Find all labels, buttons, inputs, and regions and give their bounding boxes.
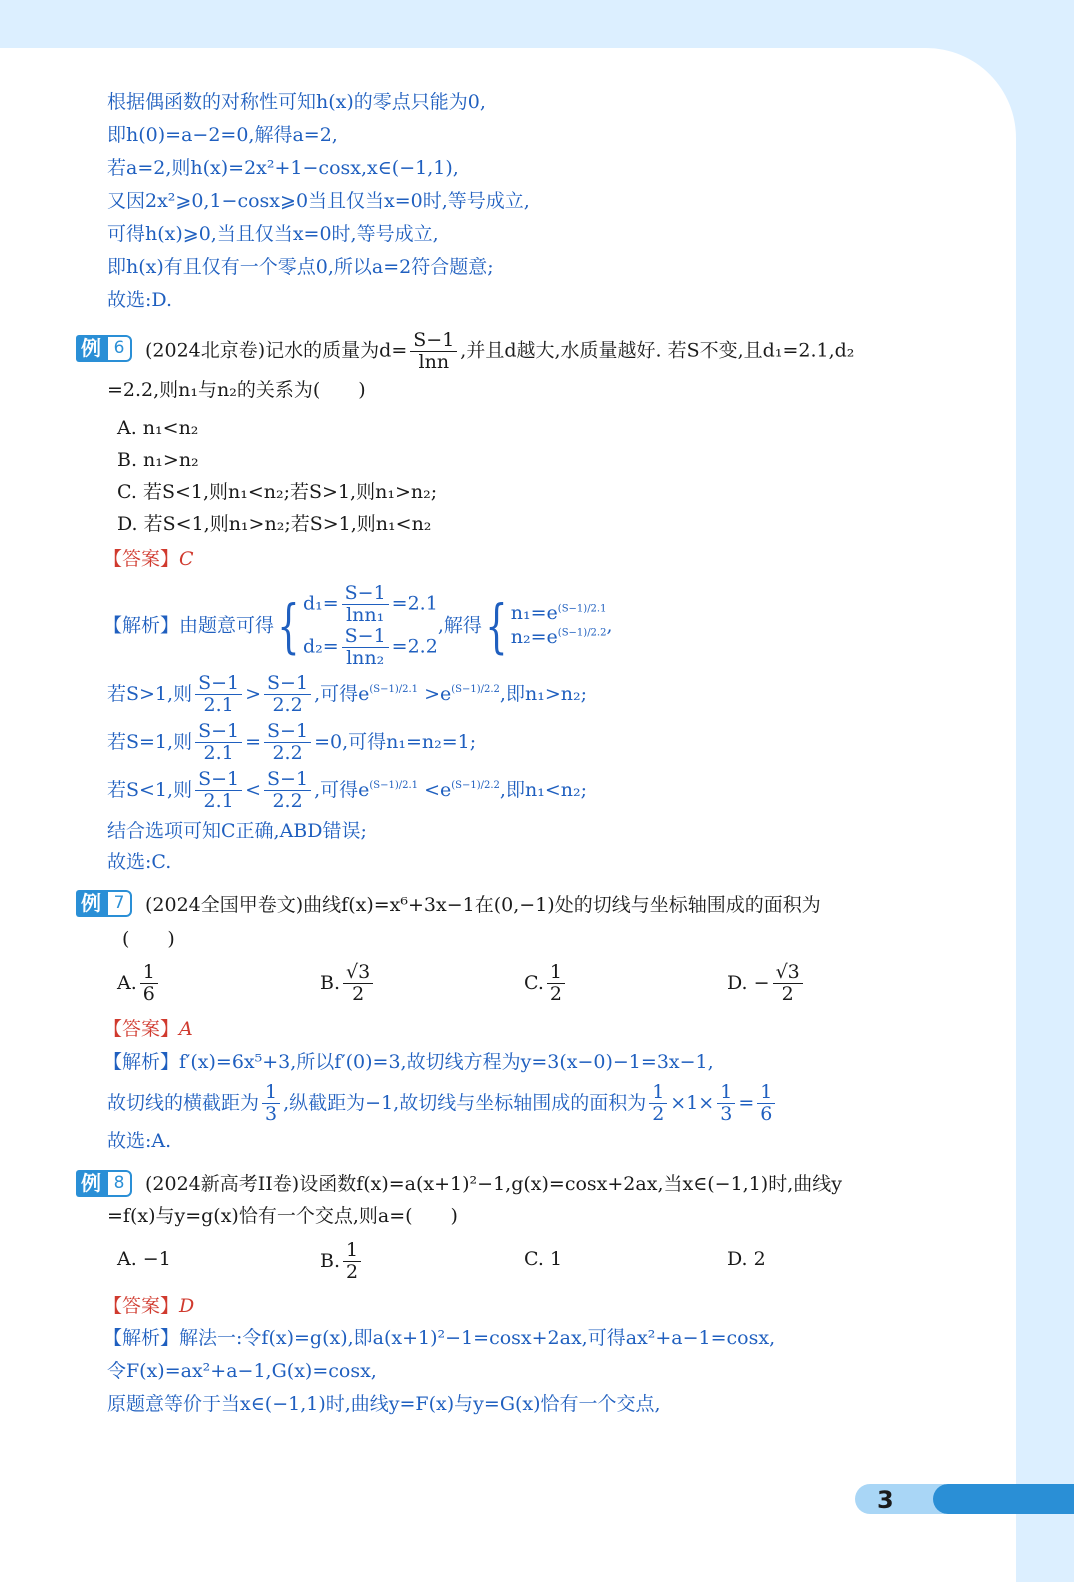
sys1-a-val: =2.1 xyxy=(391,592,438,615)
equation-system-1 xyxy=(303,583,438,669)
frac-den: 2.1 xyxy=(203,789,234,812)
ex8-option-d: D. 2 xyxy=(727,1248,766,1270)
ex7-option-c xyxy=(524,962,568,1005)
lt-sign: < xyxy=(424,778,440,801)
ex8-analysis-line-2: 令F(x)=ax²+a−1,G(x)=cosx, xyxy=(107,1360,377,1382)
ex6-analysis-system: 【解析】由题意可得{ d₁= $\frac{S-1}{\text{lnn₁}}$ =2.1 d₂= $\frac{S-1}{\text{lnn₂}}$ =2.2 ,解得{ $n_1=e^{(S-1)/2.1}$ $n_2=e^{(S-1)/2.2}$ , xyxy=(103,582,613,669)
page-sheet xyxy=(0,48,1016,1582)
ex6-option-c: C. 若S<1,则n₁<n₂;若S>1,则n₁>n₂; xyxy=(117,481,438,503)
opt-label: D. − xyxy=(727,971,770,994)
analysis-tag: 【解析】 xyxy=(103,1327,180,1349)
ex6-question-line-2: =2.2,则n₁与n₂的关系为( ) xyxy=(107,379,366,401)
ex6-q-before: (2024北京卷)记水的质量为d= xyxy=(145,339,408,362)
ex6-question-line-1 xyxy=(145,330,854,373)
frac-num: 1 xyxy=(547,962,565,984)
analysis-tag: 【解析】 xyxy=(103,1051,180,1073)
frac-num: S−1 xyxy=(410,330,457,352)
left-brace-icon: { xyxy=(485,591,508,660)
a2-a: 故切线的横截距为 xyxy=(107,1091,260,1114)
frac-den: 3 xyxy=(265,1102,278,1125)
case2-a: 若S=1,则 xyxy=(107,730,193,753)
ex6-choice: 故选:C. xyxy=(107,851,172,873)
sys2-b-exp: (S−1)/2.2 xyxy=(557,627,607,639)
a2-c: ×1× xyxy=(670,1091,715,1114)
case3-a: 若S<1,则 xyxy=(107,778,193,801)
sys1-a-num: S−1 xyxy=(342,583,389,605)
a2-b: ,纵截距为−1,故切线与坐标轴围成的面积为 xyxy=(283,1091,647,1114)
gt-sign: > xyxy=(245,682,262,705)
ex8-option-b xyxy=(320,1240,364,1283)
left-brace-icon: { xyxy=(277,591,300,660)
sys1-b-den: lnn₂ xyxy=(346,646,385,669)
opt-label: A. xyxy=(117,971,137,994)
sys2-a-exp: (S−1)/2.1 xyxy=(557,603,607,615)
intro-line-3: 若a=2,则h(x)=2x²+1−cosx,x∈(−1,1), xyxy=(107,157,459,179)
ex7-option-d xyxy=(727,962,806,1005)
case3-c: ,即n₁<n₂; xyxy=(499,778,587,801)
ex8-analysis-line-3: 原题意等价于当x∈(−1,1)时,曲线y=F(x)与y=G(x)恰有一个交点, xyxy=(107,1393,661,1415)
eq-sign: = xyxy=(245,730,262,753)
opt-label: B. xyxy=(320,971,341,994)
case1-c: ,即n₁>n₂; xyxy=(499,682,587,705)
frac-num: 1 xyxy=(140,962,158,984)
ex7-question-line-1: (2024全国甲卷文)曲线f(x)=x⁶+3x−1在(0,−1)处的切线与坐标轴围成的面积为 xyxy=(145,894,821,916)
analysis-intro: 由题意可得 xyxy=(179,614,275,637)
frac-num: S−1 xyxy=(195,721,242,743)
sys1-a: d₁= xyxy=(302,592,339,615)
analysis-tag: 【解析】 xyxy=(103,614,180,637)
frac-num: √3 xyxy=(773,962,803,984)
frac-num: S−1 xyxy=(264,673,311,695)
intro-line-2: 即h(0)=a−2=0,解得a=2, xyxy=(107,124,338,146)
ex7-answer xyxy=(103,1020,193,1039)
ex8-option-a: A. −1 xyxy=(117,1248,171,1270)
ex6-case-2 xyxy=(107,721,476,764)
ex7-option-a xyxy=(117,962,161,1005)
frac-den: 6 xyxy=(142,982,155,1005)
sys1-b-val: =2.2 xyxy=(391,635,438,658)
page-number-bar xyxy=(933,1484,1074,1514)
ex8-option-c: C. 1 xyxy=(524,1248,563,1270)
ex6-q-fraction xyxy=(410,330,457,373)
intro-line-7: 故选:D. xyxy=(107,289,172,311)
case1-b: ,可得e xyxy=(314,682,370,705)
sys1-b-num: S−1 xyxy=(342,626,389,648)
frac-den: 2 xyxy=(781,982,794,1005)
intro-line-1: 根据偶函数的对称性可知h(x)的零点只能为0, xyxy=(107,91,486,113)
frac-num: √3 xyxy=(343,962,373,984)
ex8-analysis-line-1 xyxy=(103,1329,775,1348)
equation-system-2 xyxy=(511,602,607,650)
frac-den: 2 xyxy=(346,1260,359,1283)
ex6-case-1: 若S>1,则 $\frac{S-1}{2.1}$ > $\frac{S-1}{2.2}$ ,可得$e^{(S-1)/2.1} >e^{(S-1)/2.2}$,即n₁>n₂; xyxy=(107,672,587,716)
exp-2: (S−1)/2.2 xyxy=(451,684,500,696)
sys1-a-den: lnn₁ xyxy=(346,603,385,626)
ex8-question-line-2: =f(x)与y=g(x)恰有一个交点,则a=( ) xyxy=(107,1205,458,1227)
exp-2: (S−1)/2.2 xyxy=(451,780,500,792)
answer-tag: 【答案】 xyxy=(103,1018,180,1040)
ex7-question-line-2: ( ) xyxy=(122,928,175,950)
answer-tag: 【答案】 xyxy=(103,548,180,570)
page-number-tab xyxy=(855,1484,1074,1514)
badge-label: 例 xyxy=(76,335,106,362)
frac-den: 2.2 xyxy=(272,741,303,764)
opt-label: B. xyxy=(320,1249,341,1272)
frac-den: 2.2 xyxy=(272,693,303,716)
example-8-badge xyxy=(76,1170,132,1197)
answer-value: D xyxy=(179,1295,195,1317)
exp-1: (S−1)/2.1 xyxy=(369,780,419,792)
analysis-text: f′(x)=6x⁵+3,所以f′(0)=3,故切线方程为y=3(x−0)−1=3x−1, xyxy=(179,1051,714,1073)
intro-line-5: 可得h(x)⩾0,当且仅当x=0时,等号成立, xyxy=(107,223,439,245)
page-number: 3 xyxy=(877,1486,894,1514)
frac-num: 1 xyxy=(757,1082,775,1104)
ex6-q-after: ,并且d越大,水质量越好. 若S不变,且d₁=2.1,d₂ xyxy=(460,339,855,362)
sys1-b: d₂= xyxy=(302,635,339,658)
gt-sign: > xyxy=(424,682,440,705)
ex6-option-a: A. n₁<n₂ xyxy=(117,417,199,439)
frac-den: 2.1 xyxy=(203,741,234,764)
frac-den: 3 xyxy=(720,1102,733,1125)
frac-num: 1 xyxy=(649,1082,667,1104)
right-margin-strip xyxy=(1016,0,1074,1582)
answer-value: A xyxy=(179,1018,193,1040)
ex7-analysis-line-1 xyxy=(103,1053,714,1072)
frac-den: 2.2 xyxy=(272,789,303,812)
frac-num: S−1 xyxy=(195,769,242,791)
frac-den: 2 xyxy=(352,982,365,1005)
case1-a: 若S>1,则 xyxy=(107,682,193,705)
ex6-option-d: D. 若S<1,则n₁>n₂;若S>1,则n₁<n₂ xyxy=(117,513,432,535)
lt-sign: < xyxy=(245,778,262,801)
ex6-conclusion: 结合选项可知C正确,ABD错误; xyxy=(107,820,367,842)
badge-number: 6 xyxy=(106,335,132,362)
answer-tag: 【答案】 xyxy=(103,1295,180,1317)
exp-1: (S−1)/2.1 xyxy=(369,684,419,696)
frac-num: 1 xyxy=(343,1240,361,1262)
badge-number: 7 xyxy=(106,890,132,917)
case2-b: =0,可得n₁=n₂=1; xyxy=(314,730,477,753)
page-number-pill xyxy=(855,1484,945,1514)
example-7-badge xyxy=(76,890,132,917)
badge-label: 例 xyxy=(76,890,106,917)
ex6-answer xyxy=(103,550,194,569)
analysis-text: 解法一:令f(x)=g(x),即a(x+1)²−1=cosx+2ax,可得ax²+a−1=cosx, xyxy=(179,1327,776,1349)
ex6-option-b: B. n₁>n₂ xyxy=(117,449,199,471)
example-6-badge xyxy=(76,335,132,362)
frac-den: 2 xyxy=(549,982,562,1005)
solve-text: ,解得 xyxy=(437,614,482,637)
frac-num: S−1 xyxy=(195,673,242,695)
case3-b: ,可得e xyxy=(314,778,370,801)
frac-num: 1 xyxy=(262,1082,280,1104)
frac-den: 6 xyxy=(760,1102,773,1125)
sys2-a: n₁=e xyxy=(510,602,558,625)
frac-den: lnn xyxy=(418,350,450,373)
ex8-answer xyxy=(103,1297,194,1316)
a2-d: = xyxy=(738,1091,755,1114)
intro-line-6: 即h(x)有且仅有一个零点0,所以a=2符合题意; xyxy=(107,256,494,278)
intro-line-4: 又因2x²⩾0,1−cosx⩾0当且仅当x=0时,等号成立, xyxy=(107,190,530,212)
opt-label: C. xyxy=(524,971,544,994)
frac-num: S−1 xyxy=(264,769,311,791)
answer-value: C xyxy=(179,548,194,570)
frac-num: S−1 xyxy=(264,721,311,743)
sys2-b: n₂=e xyxy=(510,625,558,648)
frac-num: 1 xyxy=(717,1082,735,1104)
frac-den: 2.1 xyxy=(203,693,234,716)
ex7-choice: 故选:A. xyxy=(107,1130,172,1152)
badge-label: 例 xyxy=(76,1170,106,1197)
ex6-case-3: 若S<1,则 $\frac{S-1}{2.1}$ < $\frac{S-1}{2.2}$ ,可得$e^{(S-1)/2.1} <e^{(S-1)/2.2}$,即n₁<n₂; xyxy=(107,768,587,812)
badge-number: 8 xyxy=(106,1170,132,1197)
ex8-question-line-1: (2024新高考II卷)设函数f(x)=a(x+1)²−1,g(x)=cosx+2ax,当x∈(−1,1)时,曲线y xyxy=(145,1173,842,1195)
ex7-analysis-line-2 xyxy=(107,1082,778,1125)
frac-den: 2 xyxy=(652,1102,665,1125)
ex7-option-b xyxy=(320,962,376,1005)
